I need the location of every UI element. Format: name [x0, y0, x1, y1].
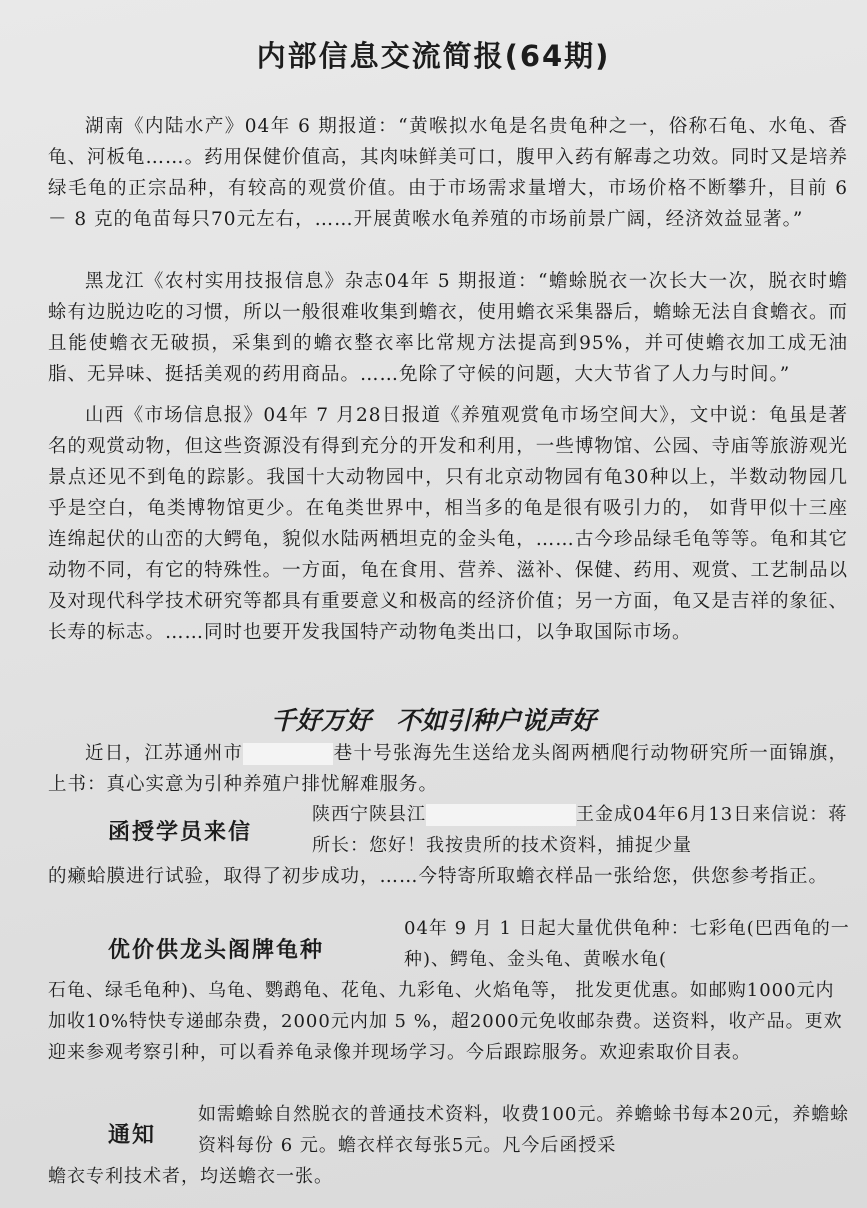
letter-text-before: 陕西宁陕县江 — [312, 804, 426, 825]
document-title: 内部信息交流简报(64期) — [256, 39, 611, 73]
article-shanxi — [48, 400, 848, 648]
letter-text-after: 王金成04年6月13日来信说：蒋所长：您好！我按贵所的技术资料，捕捉少量 — [312, 804, 848, 856]
headline-referral: 千好万好 不如引种户说声好 — [270, 706, 596, 735]
notice-body: 蟾衣专利技术者，均送蟾衣一张。 — [48, 1166, 333, 1187]
article-banner-gift — [48, 738, 848, 800]
redacted-address — [426, 804, 576, 826]
article-hunan — [48, 111, 848, 235]
supply-body: 石龟、绿毛龟种)、乌龟、鹦鹉龟、花龟、九彩龟、火焰龟等， 批发更优惠。如邮购1000元内加收10%特快专递邮杂费，2000元内加 5 %，超2000元免收邮杂费。送资料，收产品。更欢迎来参观考察引种，可以看养龟录像并现场学习。今后跟踪服务。欢迎索取价目表。 — [48, 980, 843, 1063]
article-paragraph: 山西《市场信息报》04年 7 月28日报道《养殖观赏龟市场空间大》，文中说：龟虽是著名的观赏动物，但这些资源没有得到充分的开发和利用，一些博物馆、公园、寺庙等旅游观光景点还见不到龟的踪影。我国十大动物园中，只有北京动物园有龟30种以上，半数动物园几乎是空白，龟类博物馆更少。在龟类世界中，相当多的龟是很有吸引力的， 如背甲似十三座连绵起伏的山峦的大鳄龟，貌似水陆两栖坦克的金头龟，……古今珍品绿毛龟等等。龟和其它动物不同，有它的特殊性。一方面，龟在食用、营养、滋补、保健、药用、观赏、工艺制品以及对现代科学技术研究等都具有重要意义和极高的经济价值；另一方面，龟又是吉祥的象征、长寿的标志。……同时也要开发我国特产动物龟类出口，以争取国际市场。 — [48, 405, 848, 643]
article-text-after: 巷十号张海先生送给龙头阁两栖爬行动物研究所一面锦旗，上书：真心实意为引种养殖户排忧解难服务。 — [48, 743, 848, 795]
letter-intro — [312, 799, 852, 861]
redacted-address — [243, 743, 333, 765]
article-paragraph — [48, 738, 848, 800]
section-heading-student-letter: 函授学员来信 — [108, 820, 253, 845]
supply-intro: 04年 9 月 1 日起大量优供龟种：七彩龟(巴西龟的一种)、鳄龟、金头龟、黄喉水龟( — [404, 918, 850, 970]
section-heading-notice: 通知 — [108, 1123, 157, 1148]
article-text-before: 近日，江苏通州市 — [85, 743, 244, 764]
letter-body: 的癞蛤膜进行试验，取得了初步成功，……今特寄所取蟾衣样品一张给您，供您参考指正。 — [48, 866, 829, 887]
article-paragraph: 湖南《内陆水产》04年 6 期报道：“黄喉拟水龟是名贵龟种之一，俗称石龟、水龟、香龟、河板龟……。药用保健价值高，其肉味鲜美可口，腹甲入药有解毒之功效。同时又是培养绿毛龟的正宗品种，有较高的观赏价值。由于市场需求量增大，市场价格不断攀升，目前 6 － 8 克的龟苗每只70元左右，……开展黄喉水龟养殖的市场前景广阔，经济效益显著。” — [48, 116, 848, 230]
notice-intro: 如需蟾蜍自然脱衣的普通技术资料，收费100元。养蟾蜍书每本20元，养蟾蜍资料每份 6 元。蟾衣样衣每张5元。凡今后函授采 — [198, 1104, 850, 1156]
article-paragraph: 黑龙江《农村实用技报信息》杂志04年 5 期报道：“蟾蜍脱衣一次长大一次，脱衣时蟾蜍有边脱边吃的习惯，所以一般很难收集到蟾衣，使用蟾衣采集器后，蟾蜍无法自食蟾衣。而且能使蟾衣无破损，采集到的蟾衣整衣率比常规方法提高到95%，并可使蟾衣加工成无油脂、无异味、挺括美观的药用商品。……免除了守候的问题，大大节省了人力与时间。” — [48, 271, 848, 385]
article-heilongjiang — [48, 266, 848, 390]
section-heading-supply: 优价供龙头阁牌龟种 — [108, 938, 325, 963]
